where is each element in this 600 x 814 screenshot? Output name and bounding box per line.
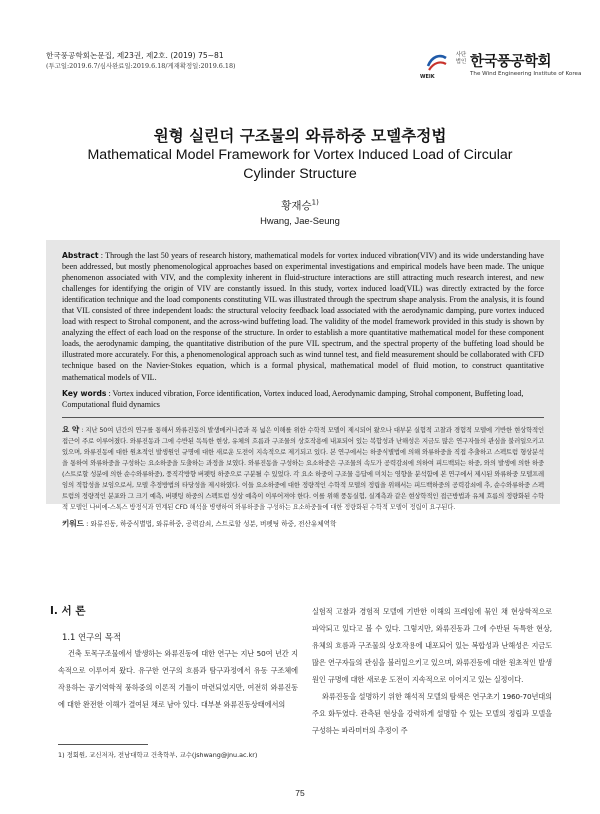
abstract-label: Abstract <box>62 251 99 260</box>
abstract-ko-body: : 지난 50여 년간의 연구를 통해서 와류진동의 발생메커니즘과 폭 넓은 이해를 위한 수학적 모델이 제시되어 왔으나 대부분 실험적 고찰과 경험적 모델에 기반한 현상학적인 접근이 주로 이루어졌다. 와류진동과 그에 수반된 독특한 현상, 유체의 흐름과 구조물의 상호작용에 내포되어 있는 복합성과 난해성은 지금도 많은 연구자들의 관심을 불러일으키고 있으며, 와류진동에 대한 원초적인 발생원인 규명에 대한 새로운 도전이 지속적으로 제기되고 있다. 본 연구에서는 하중식별법에 의해 와류하중을 직접 추출하고 스펙트럼 형상분석을 통하여 와류하중을 구성하는 요소하중을 도출하는 과정을 보였다. 와류진동을 구성하는 요소하중은 구조물의 속도가 공력감쇠에 의하여 피드백되는 하중, 와의 발생에 의한 하중(스트로할 성분에 의한 순수와류하중), 풍직각방향 버펫팅 하중으로 구분될 수 있었다. 각 요소 하중이 구조물 응답에 미치는 영향을 분석함에 본 연구에서 제시된 와류하중 모델프레임의 적합성을 보임으로서, 모델 추정방법의 타당성을 제시하였다. 이들 요소하중에 대한 정량적인 수학적 모델의 정립을 위해서는 피드백하중의 공력감쇠에 추, 순수와류하중 스펙트럼의 정량적인 분포와 그 크기 예측, 버펫팅 하중의 스펙트럼 성상 예측이 이루어져야 한다. 이를 위해 풍동실험, 실계측과 같은 현상학적인 접근방법과 유체 흐름의 정량화된 수학적 모델인 나비에-스톡스 방정식과 연계된 CFD 해석을 병행하여 와류하중을 구성하는 요소하중들에 대한 정량화된 수학적 모델이 정립이 요구된다. <box>62 426 545 512</box>
section-heading: I. 서 론 <box>50 605 86 617</box>
paper-title-ko: 원형 실린더 구조물의 와류하중 모델추정법 <box>153 127 447 145</box>
journal-info <box>46 50 376 71</box>
abstract-divider <box>62 417 544 418</box>
keywords-list: : Vortex induced vibration, Force identification, Vortex induced load, Aerodynamic damping, Strohal component, Buffeting load, Computational fluid dynamics <box>62 388 524 409</box>
society-name-en: The Wind Engineering Institute of Korea <box>470 71 582 77</box>
journal-citation: 한국풍공학회논문집, 제23권, 제2호. (2019) 75~81 <box>46 51 224 60</box>
author-footnote-mark: 1) <box>311 198 319 207</box>
society-name: 한국풍공학회 <box>470 54 552 70</box>
author-name-ko: 황재승 <box>281 200 312 212</box>
body-paragraph: 건축 토목구조물에서 발생하는 와류진동에 대한 연구는 지난 50여 년간 지속적으로 이루어져 왔다. 유구한 연구의 흐름과 탐구과정에서 유동 구조체에 작용하는 공기역학적 풍하중의 이론적 기틀이 마련되었지만, 여전히 와류진동에 대한 완전한 이해가 결여된 채로 남아 있다. 대부분 와류진동상태에서의 <box>58 649 298 709</box>
society-abbr: WEIK <box>420 74 435 80</box>
abstract-content <box>62 250 544 530</box>
abstract-body: : Through the last 50 years of research history, mathematical models for vortex induced vibration(VIV) and its wide understanding have been addressed, but mostly phenomenological approaches based on experimental investigations and empirical models have been made. The unique phenomenon associated with VIV, and the complexity inherent in fluid-structure interactions are still attracting much research interest, and new challenges for identifying the origin of VIV are constantly issued. In this study, vortex induced load(VIL) was directly extracted by the force identification technique and the load components constituting VIL was illustrated through the spectrum shape analysis. From the analysis, it is found that VIL consisted of three independent loads: the structural velocity feedback load associated with the aerodynamic damping, pure vortex induced load with respect to Strohal component, and the across-wind buffeting load. The validity of the model framework provided in this study is shown by analyzing the effect of each load on the response of the structure. In order to establish a more quantitative mathematical model for these component loads, the aerodynamic damping, the quantitative distribution of the pure VIL spectrum, and the spectral property of the buffeting load should be illustrated more accurately. For this, a phenomenological approach such as wind tunnel test, and field measurement should be collaborated with CFD technique based on the Navier-Stokes equation, which is a formal physical, mathematical model of fluid motion, to construct quantitative mathematical models of VIL. <box>62 251 545 382</box>
subsection-heading: 1.1 연구의 목적 <box>62 632 122 642</box>
footnote: 1) 정회원, 교신저자, 전남대학교 건축학부, 교수(jshwang@jnu.ac.kr) <box>58 751 258 759</box>
author-ko <box>0 198 600 213</box>
abstract-ko <box>62 424 544 514</box>
abstract-en <box>62 250 544 383</box>
body-paragraph: 실험적 고찰과 경험적 모델에 기반한 이해의 프레임에 묶인 채 현상학적으로 파악되고 있다고 볼 수 있다. 그렇지만, 와류진동과 그에 수반된 독특한 현상, 유체의 흐름과 구조물의 상호작용에 내포되어 있는 복합성과 난해성은 지금도 많은 연구자들의 관심을 불러일으키고 있으며, 와류진동에 대한 원초적인 발생원인 규명에 대한 새로운 도전이 지속적으로 이어지고 있는 실정이다. <box>312 607 552 684</box>
abstract-box <box>46 240 560 529</box>
author-en: Hwang, Jae-Seung <box>260 215 340 226</box>
body-paragraph: 와류진동을 설명하기 위한 해석적 모델의 탐색은 연구초기 1960-70년대의 주요 화두였다. 관측된 현상을 강력하게 설명할 수 있는 모델의 정립과 모델을 구성하는 파라미터의 추정이 주 <box>312 692 552 735</box>
paper-title-en: Mathematical Model Framework for Vortex Induced Load of Circular Cylinder Structure <box>87 147 513 182</box>
abstract-ko-label: 요 약 <box>62 424 80 434</box>
keywords-ko <box>62 518 544 530</box>
body-right-column <box>312 603 552 739</box>
body-left-column <box>58 645 298 713</box>
society-seal: 사단 법인 <box>455 52 467 65</box>
society-logo <box>420 50 582 84</box>
keywords-label: Key words <box>62 388 107 398</box>
page-number: 75 <box>295 788 305 798</box>
keywords-ko-label: 키워드 <box>62 519 85 529</box>
submission-dates: (투고일:2019.6.7/심사완료일:2019.6.18/게재확정일:2019.6.18) <box>46 62 236 70</box>
footnote-divider <box>58 744 148 745</box>
keywords-ko-list: : 와류진동, 하중식별법, 와류하중, 공력감쇠, 스트로할 성분, 버펫팅 하중, 전산유체역학 <box>86 520 337 529</box>
wind-logo-icon <box>426 52 448 72</box>
keywords-en <box>62 388 544 410</box>
